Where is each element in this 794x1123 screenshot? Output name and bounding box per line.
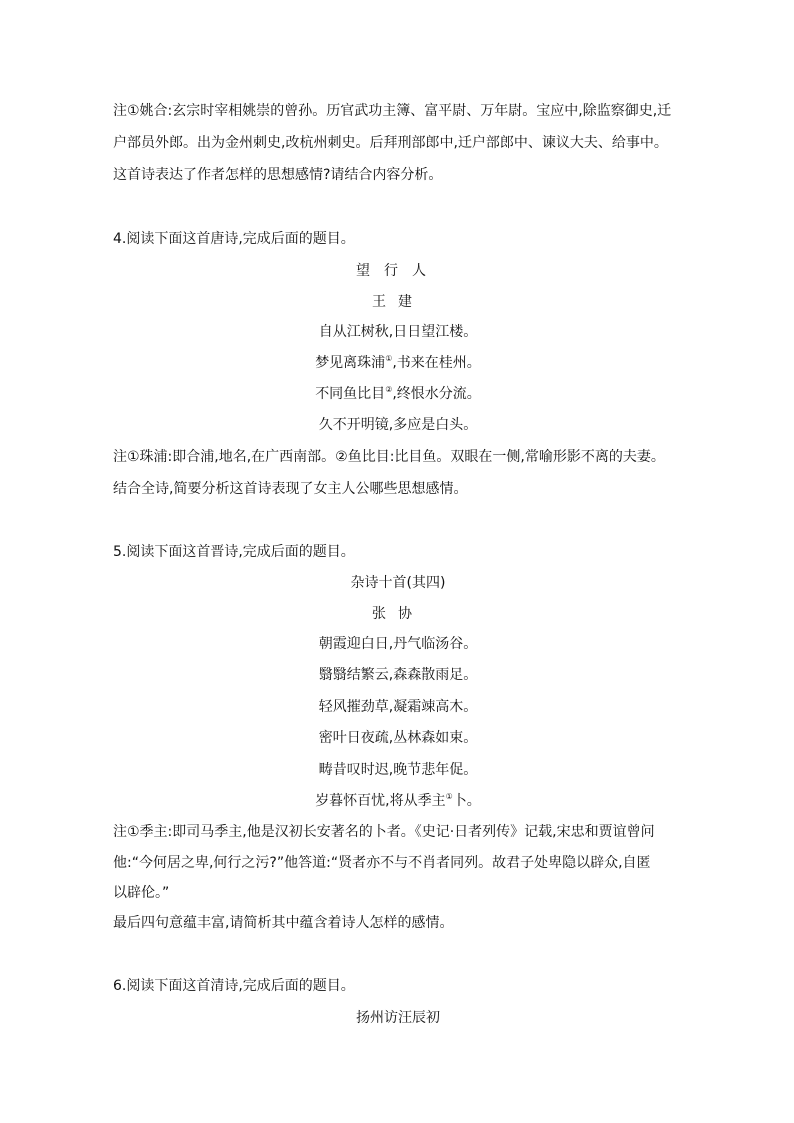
footnote-marker: ① [385, 354, 393, 363]
note-paragraph-line: 他:“今何居之卑,何行之污?”他答道:“贤者亦不与不肖者同列。故君子处卑隐以辟众,自匿 [113, 855, 651, 871]
question-text: 结合全诗,简要分析这首诗表现了女主人公哪些思想感情。 [113, 481, 468, 497]
poem-line-part: 梦见离珠浦 [315, 355, 386, 371]
poem-line: 轻风摧劲草,凝霜竦高木。 [318, 699, 478, 715]
footnote-marker: ① [445, 792, 453, 801]
poem-line-part: 卜。 [452, 793, 481, 809]
poem-title: 扬州访汪辰初 [356, 1010, 440, 1026]
question-prompt: 6.阅读下面这首清诗,完成后面的题目。 [113, 978, 355, 994]
poem-line [113, 353, 683, 373]
poem-line: 自从江树秋,日日望江楼。 [318, 324, 478, 340]
note-paragraph-line: 以辟伦。” [113, 885, 170, 901]
poem-line [113, 791, 683, 811]
poem-author: 王建 [372, 294, 424, 310]
poem-title: 杂诗十首(其四) [350, 575, 446, 591]
poem-line-part: 岁暮怀百忧,将从季主 [315, 793, 446, 809]
poem-title: 望行人 [356, 263, 440, 279]
poem-line: 久不开明镜,多应是白头。 [318, 417, 478, 433]
poem-line: 密叶日夜疏,丛林森如束。 [318, 730, 478, 746]
poem-author: 张协 [372, 606, 424, 622]
footnote-marker: ② [385, 385, 393, 394]
poem-line-part: ,书来在桂州。 [392, 355, 481, 371]
poem-line-part: ,终恨水分流。 [392, 386, 481, 402]
question-prompt: 5.阅读下面这首晋诗,完成后面的题目。 [113, 544, 355, 560]
note-paragraph-line: 注①姚合:玄宗时宰相姚崇的曾孙。历官武功主簿、富平尉、万年尉。宝应中,除监察御史,迁 [113, 103, 672, 119]
question-prompt: 4.阅读下面这首唐诗,完成后面的题目。 [113, 231, 355, 247]
note-paragraph-line: 注①季主:即司马季主,他是汉初长安著名的卜者。《史记·日者列传》记载,宋忠和贾谊曾问 [113, 824, 655, 840]
question-text: 最后四句意蕴丰富,请简析其中蕴含着诗人怎样的感情。 [113, 915, 454, 931]
poem-line-part: 不同鱼比目 [315, 386, 386, 402]
note-paragraph-line: 注①珠浦:即合浦,地名,在广西南部。②鱼比目:比目鱼。双眼在一侧,常喻形影不离的夫妻。 [113, 449, 665, 465]
poem-line: 畴昔叹时迟,晚节悲年促。 [318, 762, 478, 778]
poem-line [113, 384, 683, 404]
question-text: 这首诗表达了作者怎样的思想感情?请结合内容分析。 [113, 167, 443, 183]
poem-line: 翳翳结繁云,森森散雨足。 [318, 667, 478, 683]
note-paragraph-line: 户部员外郎。出为金州刺史,改杭州刺史。后拜刑部郎中,迁户部郎中、谏议大夫、给事中。 [113, 135, 668, 151]
poem-line: 朝霞迎白日,丹气临汤谷。 [318, 636, 478, 652]
